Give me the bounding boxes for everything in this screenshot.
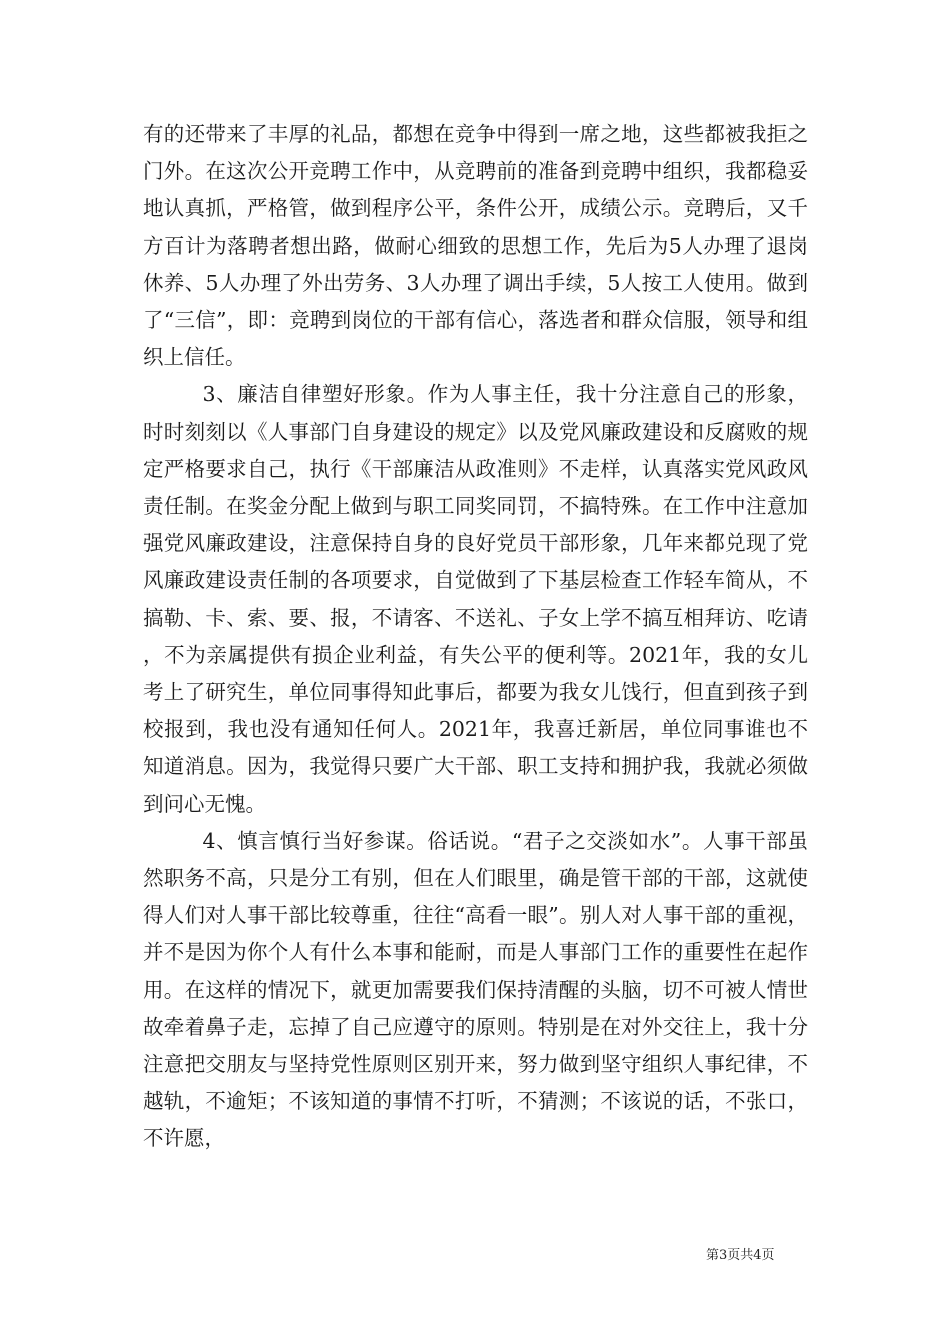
- page-number-footer: 第3页共4页: [706, 1248, 775, 1263]
- paragraph-3: 4、慎言慎行当好参谋。俗话说。“君子之交淡如水”。人事干部虽然职务不高，只是分工有别，但在人们眼里，确是管干部的干部，这就使得人们对人事干部比较尊重，往往“高看一眼”。别人对人事干部的重视，并不是因为你个人有什么本事和能耐，而是人事部门工作的重要性在起作用。在这样的情况下，就更加需要我们保持清醒的头脑，切不可被人情世故牵着鼻子走，忘掉了自己应遵守的原则。特别是在对外交往上，我十分注意把交朋友与坚持党性原则区别开来，努力做到坚守组织人事纪律，不越轨，不逾矩；不该知道的事情不打听，不猜测；不该说的话，不张口，不许愿，: [143, 828, 808, 1151]
- document-body: [143, 116, 808, 1158]
- paragraph-2: 3、廉洁自律塑好形象。作为人事主任，我十分注意自己的形象，时时刻刻以《人事部门自身建设的规定》以及党风廉政建设和反腐败的规定严格要求自己，执行《干部廉洁从政准则》不走样，认真落实党风政风责任制。在奖金分配上做到与职工同奖同罚，不搞特殊。在工作中注意加强党风廉政建设，注意保持自身的良好党员干部形象，几年来都兑现了党风廉政建设责任制的各项要求，自觉做到了下基层检查工作轻车简从，不搞勒、卡、索、要、报，不请客、不送礼、子女上学不搞互相拜访、吃请，不为亲属提供有损企业利益，有失公平的便利等。2021年，我的女儿考上了研究生，单位同事得知此事后，都要为我女儿饯行，但直到孩子到校报到，我也没有通知任何人。2021年，我喜迁新居，单位同事谁也不知道消息。因为，我觉得只要广大干部、职工支持和拥护我，我就必须做到问心无愧。: [143, 382, 808, 816]
- paragraph-1: 有的还带来了丰厚的礼品，都想在竞争中得到一席之地，这些都被我拒之门外。在这次公开竞聘工作中，从竞聘前的准备到竞聘中组织，我都稳妥地认真抓，严格管，做到程序公平，条件公开，成绩公示。竞聘后，又千方百计为落聘者想出路，做耐心细致的思想工作，先后为5人办理了退岗休养、5人办理了外出劳务、3人办理了调出手续，5人按工人使用。做到了“三信”，即：竞聘到岗位的干部有信心，落选者和群众信服，领导和组织上信任。: [143, 122, 808, 370]
